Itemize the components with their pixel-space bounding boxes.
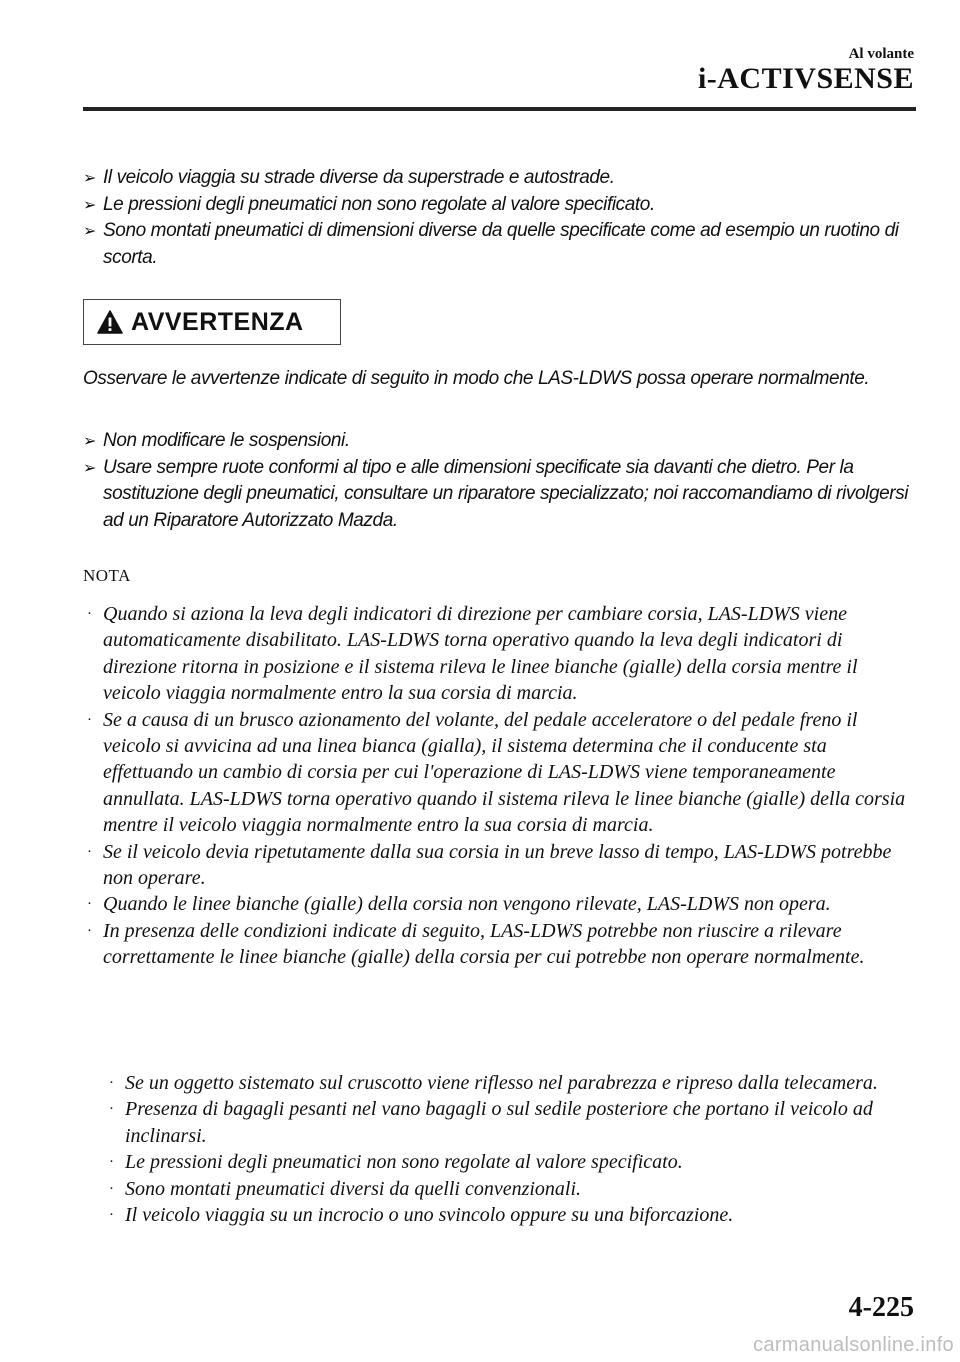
list-item: · Quando le linee bianche (gialle) della corsia non vengono rilevate, LAS-LDWS non opera. [84,891,916,917]
dot-bullet-icon: · [109,1154,114,1171]
arrow-bullet-icon: ➢ [83,457,97,477]
dot-bullet-icon: · [87,711,92,728]
header-divider [83,107,916,111]
dot-bullet-icon: · [109,1075,114,1091]
list-item: · In presenza delle condizioni indicate di seguito, LAS-LDWS potrebbe non riuscire a rilevare correttamente le linee bianche (gialle) della corsia per cui potrebbe non operare normalmente. [87,919,865,969]
dot-bullet-icon: · [87,896,92,913]
arrow-bullet-icon: ➢ [83,431,97,450]
list-item: · Il veicolo viaggia su un incrocio o uno svincolo oppure su una biforcazione. [106,1202,906,1228]
arrow-bullet-icon: ➢ [83,221,97,240]
list-item: ➢ Le pressioni degli pneumatici non sono regolate al valore specificato. [83,192,918,219]
list-item: ➢ Non modificare le sospensioni. [83,428,918,455]
list-item: · Le pressioni degli pneumatici non sono regolate al valore specificato. [106,1149,906,1175]
list-item: · Se un oggetto sistemato sul cruscotto viene riflesso nel parabrezza e ripreso dalla telecamera. [106,1070,906,1096]
list-item: · Se il veicolo devia ripetutamente dalla sua corsia in un breve lasso di tempo, LAS-LDWS potrebbe non operare. [87,840,892,890]
list-item: ➢ Usare sempre ruote conformi al tipo e alle dimensioni specificate sia davanti che dietro. Per la sostituzione degli pneumatici, consultare un riparatore specializzato; noi raccomandiamo di rivolgersi ad un Riparatore Autorizzato Mazda. [83,456,909,531]
page-number: 4-225 [848,1292,914,1323]
watermark: carmanualsonline.info [753,1334,954,1356]
chapter-title: i-ACTIVSENSE [697,62,914,95]
warning-label: AVVERTENZA [131,307,304,336]
warning-box [83,299,341,345]
warning-list [83,428,918,534]
nota-label: NOTA [83,566,131,585]
arrow-bullet-icon: ➢ [83,168,97,187]
warning-intro: Osservare le avvertenze indicate di seguito in modo che LAS-LDWS possa operare normalmente. [83,368,870,389]
arrow-bullet-icon: ➢ [83,194,97,214]
dot-bullet-icon: · [109,1207,114,1224]
warning-icon [97,310,123,334]
list-item: ➢ Sono montati pneumatici di dimensioni diverse da quelle specificate come ad esempio un ruotino di scorta. [83,220,899,268]
list-item: · Quando si aziona la leva degli indicatori di direzione per cambiare corsia, LAS-LDWS viene automaticamente disabilitato. LAS-LDWS torna operativo quando la leva degli indicatori di direzione ritorna in posizione e il sistema rileva le linee bianche (gialle) della corsia mentre il veicolo viaggia normalmente entro la sua corsia di marcia. [87,603,858,705]
nota-list [84,601,916,971]
dot-bullet-icon: · [109,1180,114,1197]
dot-bullet-icon: · [87,922,92,939]
list-item: · Se a causa di un brusco azionamento del volante, del pedale acceleratore o del pedale freno il veicolo si avvicina ad una linea bianca (gialla), il sistema determina che il conducente sta effettuando un cambio di corsia per cui l'operazione di LAS-LDWS viene temporaneamente annullata. LAS-LDWS torna operativo quando il sistema rileva le linee bianche (gialle) della corsia mentre il veicolo viaggia normalmente entro la sua corsia di marcia. [87,708,906,837]
list-item: ➢ Il veicolo viaggia su strade diverse da superstrade e autostrade. [83,165,918,192]
dot-bullet-icon: · [109,1101,114,1118]
list-item: · Presenza di bagagli pesanti nel vano bagagli o sul sedile posteriore che portano il veicolo ad inclinarsi. [109,1098,873,1147]
nota-sub-list [106,1070,906,1228]
list-item: · Sono montati pneumatici diversi da quelli convenzionali. [106,1176,906,1202]
conditions-list [83,165,918,271]
dot-bullet-icon: · [87,843,92,860]
section-title: Al volante [848,46,914,62]
dot-bullet-icon: · [87,606,92,622]
